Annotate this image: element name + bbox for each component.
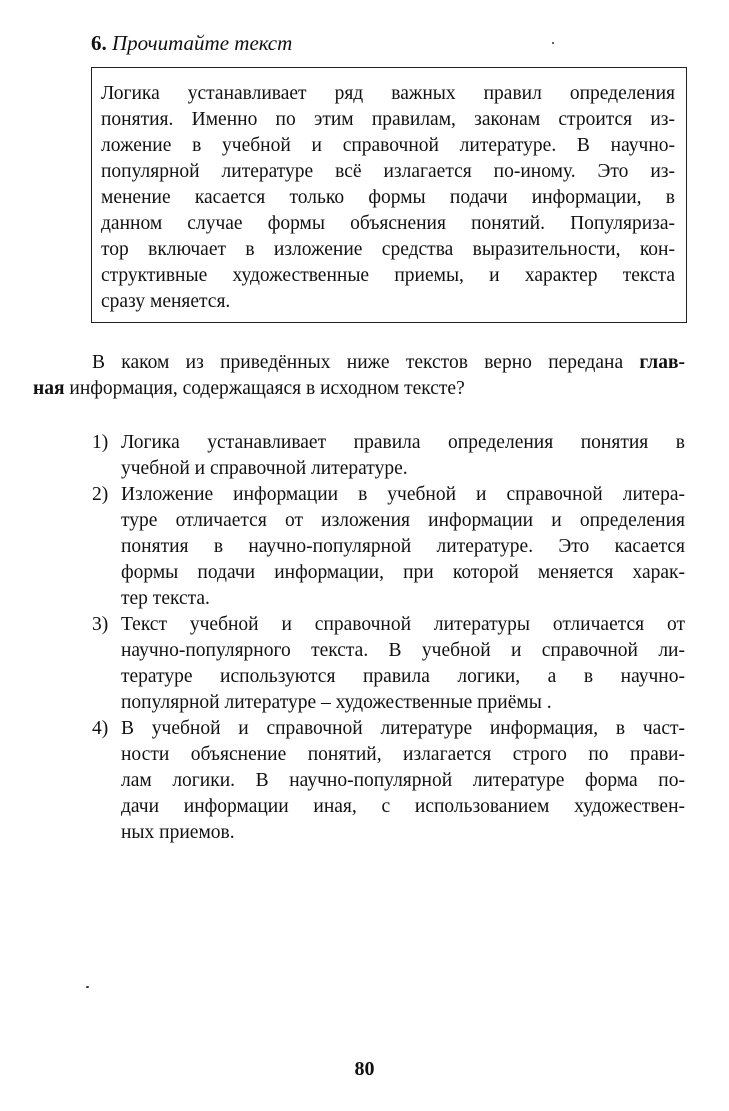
- task-number: 6.: [91, 31, 107, 55]
- answer-line: туре отличается от изложения информации и определения: [121, 510, 685, 531]
- answer-line: ных приемов.: [121, 822, 235, 843]
- answer-line: тер текста.: [121, 588, 210, 609]
- question-emphasis: глав-: [639, 352, 685, 373]
- answer-number: 4): [92, 718, 109, 739]
- scan-speck: [86, 986, 89, 988]
- source-text-line: структивные художественные приемы, и характер текста: [101, 265, 675, 286]
- answer-line: учебной и справочной литературе.: [121, 458, 408, 479]
- answer-line: ности объяснение понятий, излагается строго по прави-: [121, 744, 685, 765]
- answer-number: 2): [92, 484, 109, 505]
- source-text-line: менение касается только формы подачи информации, в: [101, 187, 675, 208]
- question-text: информация, содержащаяся в исходном тексте?: [64, 378, 465, 399]
- answer-line: дачи информации иная, с использованием художествен-: [121, 796, 685, 817]
- page-number: 80: [354, 1058, 375, 1080]
- question-line-1: [92, 350, 685, 376]
- question-emphasis: ная: [33, 378, 65, 399]
- answer-number: 3): [92, 614, 109, 635]
- scan-speck: [552, 42, 554, 44]
- source-text-line: ложение в учебной и справочной литературе. В научно-: [101, 135, 675, 156]
- source-text-line: тор включает в изложение средства выразительности, кон-: [101, 239, 675, 260]
- answer-line: формы подачи информации, при которой меняется харак-: [121, 562, 685, 583]
- answer-line: научно-популярного текста. В учебной и справочной ли-: [121, 640, 685, 661]
- answer-line: В учебной и справочной литературе информация, в част-: [121, 718, 685, 739]
- answer-line: тературе используются правила логики, а в научно-: [121, 666, 685, 687]
- answer-number: 1): [92, 432, 109, 453]
- answer-line: Логика устанавливает правила определения понятия в: [121, 432, 685, 453]
- answer-line: лам логики. В научно-популярной литературе форма по-: [121, 770, 685, 791]
- task-heading: [91, 30, 292, 56]
- answer-line: Текст учебной и справочной литературы отличается от: [121, 614, 685, 635]
- question-line-2: [33, 376, 465, 402]
- answer-line: Изложение информации в учебной и справочной литера-: [121, 484, 685, 505]
- source-text-line: сразу меняется.: [101, 291, 231, 312]
- source-text-line: данном случае формы объяснения понятий. Популяриза-: [101, 213, 675, 234]
- source-text-line: популярной литературе всё излагается по-иному. Это из-: [101, 161, 675, 182]
- question-text: В каком из приведённых ниже текстов верно передана: [92, 352, 640, 373]
- answer-line: понятия в научно-популярной литературе. Это касается: [121, 536, 685, 557]
- source-text-line: Логика устанавливает ряд важных правил определения: [101, 83, 675, 104]
- answer-line: популярной литературе – художественные приёмы .: [121, 692, 552, 713]
- task-instruction: Прочитайте текст: [112, 31, 293, 55]
- source-text-line: понятия. Именно по этим правилам, законам строится из-: [101, 109, 675, 130]
